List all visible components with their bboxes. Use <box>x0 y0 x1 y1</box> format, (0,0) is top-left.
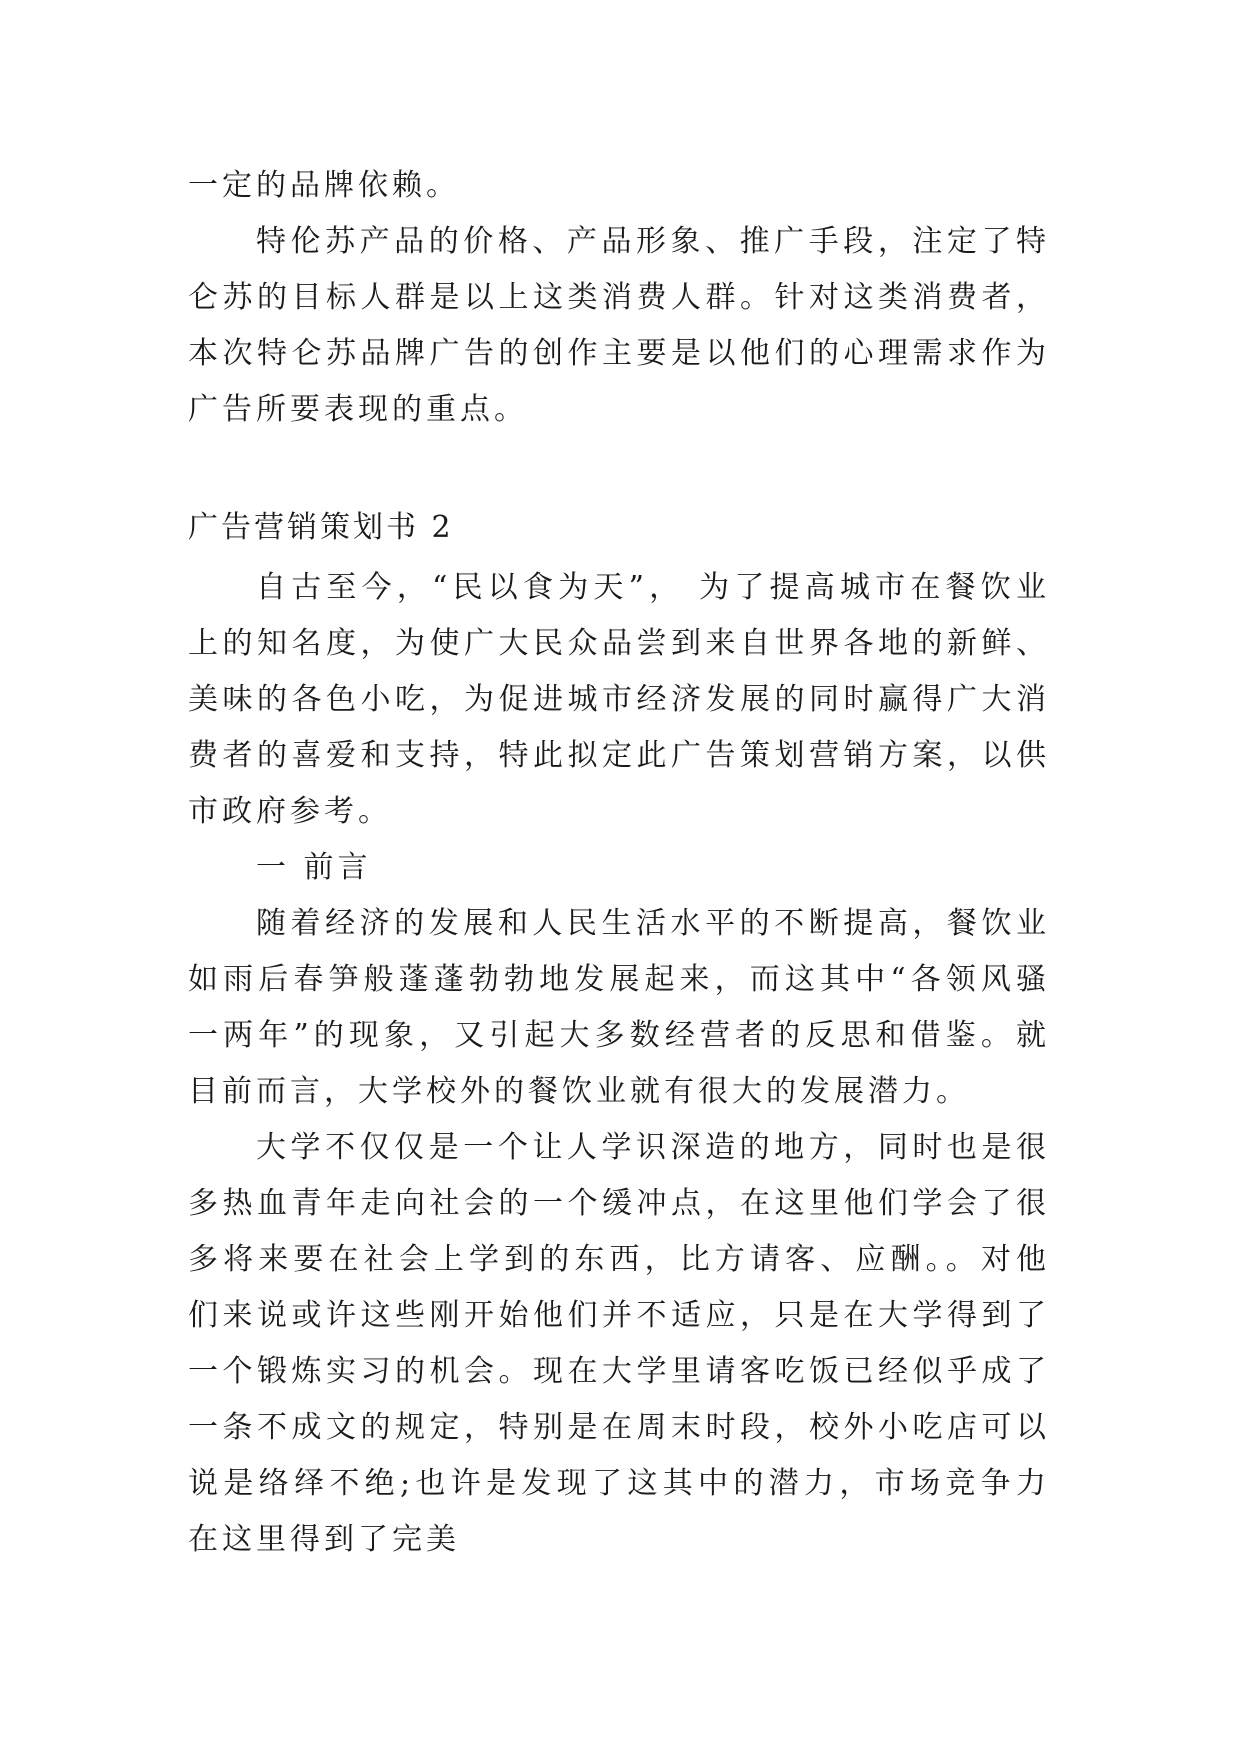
section-title: 广告营销策划书 2 <box>188 510 454 545</box>
paragraph-industry-development: 随着经济的发展和人民生活水平的不断提高，餐饮业如雨后春笋般蓬蓬勃勃地发展起来，而这其中“各领风骚一两年”的现象，又引起大多数经营者的反思和借鉴。就目前而言，大学校外的餐饮业就有很大的发展潜力。 <box>188 906 1050 1109</box>
subheading-preface: 一 前言 <box>256 850 372 885</box>
paragraph-university-dining: 大学不仅仅是一个让人学识深造的地方，同时也是很多热血青年走向社会的一个缓冲点，在这里他们学会了很多将来要在社会上学到的东西，比方请客、应酬。。对他们来说或许这些刚开始他们并不适应，只是在大学得到了一个锻炼实习的机会。现在大学里请客吃饭已经似乎成了一条不成文的规定，特别是在周末时段，校外小吃店可以说是络绎不绝;也许是发现了这其中的潜力，市场竞争力在这里得到了完美 <box>188 1130 1050 1557</box>
paragraph-introduction: 自古至今，“民以食为天”， 为了提高城市在餐饮业上的知名度，为使广大民众品尝到来自世界各地的新鲜、美味的各色小吃，为促进城市经济发展的同时赢得广大消费者的喜爱和支持，特此拟定此广告策划营销方案，以供市政府参考。 <box>188 570 1050 829</box>
paragraph-target-audience: 特伦苏产品的价格、产品形象、推广手段，注定了特仑苏的目标人群是以上这类消费人群。针对这类消费者，本次特仑苏品牌广告的创作主要是以他们的心理需求作为广告所要表现的重点。 <box>188 224 1050 427</box>
paragraph-continued: 一定的品牌依赖。 <box>188 168 460 203</box>
document-body <box>188 158 1050 1568</box>
